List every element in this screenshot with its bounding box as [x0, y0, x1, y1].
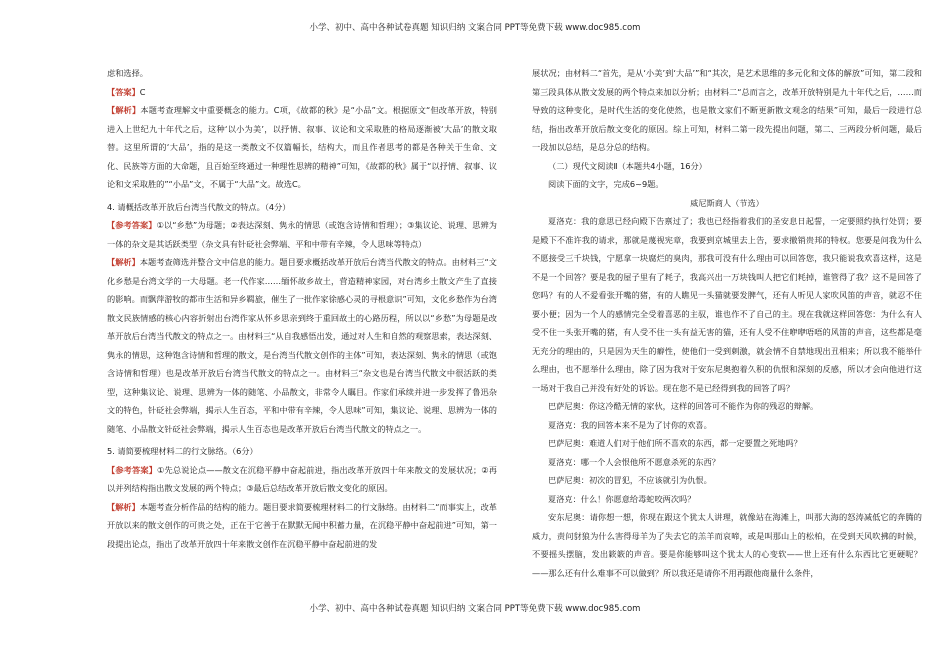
dialogue-line: 夏洛克：什么！你愿意给毒蛇咬两次吗？ [548, 493, 696, 504]
analysis-tag: 【解析】 [107, 501, 140, 512]
dialogue-line: 安东尼奥：请你想一想，你现在跟这个犹太人讲理，就像站在海滩上，叫那大海的怒涛减低它的奔腾的威力，责问豺狼为什么害得母羊为了失去它的羔羊而哀啼，或是叫那山上的松柏，在受到天风吹拂的时候，不要摇头摆脑，发出簌簌的声音。要是你能够叫这个犹太人的心变软——世上还有什么东西比它更硬呢？——那么还有什么难事不可以做到？所以我还是请你不用再跟他商量什么条件， [532, 512, 922, 578]
answer-tag: 【答案】 [107, 86, 140, 97]
reference-answer-5 [107, 461, 497, 498]
reference-answer-tag: 【参考答案】 [107, 464, 158, 475]
dialogue-line: 巴萨尼奥：初次的冒犯，不应该就引为仇恨。 [548, 475, 712, 485]
section-heading: （二）现代文阅读Ⅱ（本题共4小题，16分） [548, 160, 707, 171]
analysis-tag: 【解析】 [107, 105, 141, 115]
analysis-text: 本题考查分析作品的结构的能力。题目要求简要梳理材料二的行文脉络。由材料二“而事实上，改革开放以来的散文创作的可贵之处，正在于它善于在默默无闻中积蓄力量，在沉稳平静中奋起前进”可知，第一段提出论点，指出了改革开放四十年来散文创作在沉稳平静中奋起前进的发 [107, 501, 497, 549]
analysis-5 [107, 498, 497, 554]
dialogue-line: 巴萨尼奥：你这冷酷无情的家伙，这样的回答可不能作为你的残忍的辩解。 [548, 401, 819, 411]
page-footer: 小学、初中、高中各种试卷真题 知识归纳 文案合同 PPT等免费下载 www.doc985.com [309, 604, 641, 614]
dialogue-line: 夏洛克：我的回答本来不是为了讨你的欢喜。 [548, 419, 712, 430]
dialogue-line: 巴萨尼奥：难道人们对于他们所不喜欢的东西，都一定要置之死地吗？ [548, 438, 802, 448]
reference-answer-text: ①以“乡愁”为母题；②表达深刻、隽永的情思（或饱含诗情和哲理）；③集议论、说理、思辨为一体的杂文是其话跃类型（杂文具有针砭社会弊端、平和中带有辛辣，令人思味等特点） [107, 220, 497, 249]
dialogue-line: 夏洛克：哪一个人会恨他所不愿意杀死的东西？ [548, 456, 720, 467]
answer-text: C [139, 86, 146, 97]
analysis-text: 本题考查筛选并整合文中信息的能力。题目要求概括改革开放后台湾当代散文的特点。由材料三“文化乡愁是台湾文学的一大母题。老一代作家……缅怀故乡故土，营造精神家园，对台湾乡土散文产生了直接的影响。而飘萍游牧的都市生活和异乡羁旅，催生了一批作家徐感心灵的寻根意识”可知，文化乡愁作为台湾散文民族情感的核心内容折射出台湾作家从怀乡思亲到终于重回故土的心路历程，所以以“乡愁”为母题是改革开放后台湾当代散文的特点之一。由材料三“从自我感悟出发，通过对人生和自然的观察思索，表达深刻、隽永的情思，这种饱含诗情和哲理的散文，是台湾当代散文创作的主体”可知，表达深刻、隽永的情思（或饱含诗情和哲理）也是改革开放后台湾当代散文的特点之一。由材料三“杂文也是台湾当代散文中很活跃的类型，这种集议论、说理、思辨为一体的随笔、小品散文，非常令人瞩目。作家们承续并进一步发挥了鲁迅杂文的特色，针砭社会弊端，揭示人生百态，平和中带有辛辣，令人思味”可知，集议论、说理、思辨为一体的随笔、小品散文针砭社会弊端，揭示人生百态也是改革开放后台湾当代散文的特点之一。 [107, 257, 497, 434]
analysis-3 [107, 101, 497, 194]
passage-title: 威尼斯商人（节选） [690, 197, 764, 208]
analysis-4 [107, 253, 497, 438]
question-4: 4. 请概括改革开放后台湾当代散文的特点。（4分） [107, 201, 291, 212]
page-header: 小学、初中、高中各种试卷真题 知识归纳 文案合同 PPT等免费下载 www.doc985.com [309, 23, 641, 33]
reading-instruction: 阅读下面的文字，完成6~9题。 [548, 179, 664, 189]
analysis-continuation: 展状况；由材料二“首先，是从‘小美’到‘大品’”和“其次，是艺术思维的多元化和文体的解放”可知，第二段和第三段具体从散文发展的两个特点来加以分析；由材料二“总而言之，改革开放特别是九十年代之后，……而导致的这种变化，是时代生活的变化使然，也是散文家们不断更新散文观念的结果”可知，最后一段进行总结，指出改革开放后散文变化的原因。综上可知，材料二第一段先提出问题，第二、三两段分析问题，最后一段加以总结，是总分总的结构。 [532, 68, 922, 152]
continuation-line: 虑和选择。 [107, 68, 148, 78]
reference-answer-4 [107, 216, 497, 253]
left-column [107, 64, 497, 553]
reference-answer-text: ①先总说论点——散文在沉稳平静中奋起前进，指出改革开放四十年来散文的发展状况；②再以并列结构指出散文发展的两个特点；③最后总结改革开放后散文变化的原因。 [107, 464, 497, 493]
analysis-text: 本题考查理解文中重要概念的能力。C项，《故都的秋》是“小品”文。根据原文“但改革开放，特别进入上世纪九十年代之后，这种‘以小为美’，以抒情、叙事、议论和文采取胜的格局逐渐被‘大品’的散文取替。这里所谓的‘大品’，指的是这一类散文不仅篇幅长，结构大，而且作者思考的都是各种关于生命、文化、民族等方面的大命题，且百始至终通过一种理性思辨的精神”可知，《故都的秋》属于“以抒情、叙事、议论和文采取胜的”“小品”文，不属于“大品”文。故选C。 [107, 105, 497, 189]
reference-answer-tag: 【参考答案】 [107, 220, 157, 230]
answer-3 [107, 83, 497, 102]
right-column [532, 64, 922, 582]
dialogue-line: 夏洛克：我的意思已经向殿下告禀过了；我也已经指着我们的圣安息日起誓，一定要照约执行处罚；要是殿下不准许我的请求，那就是蔑视宪章，我要到京城里去上告，要求撤销贵邦的特权。您要是问我为什么不愿接受三千块钱，宁愿拿一块腐烂的臭肉，那我可没有什么理由可以回答您，我只能说我欢喜这样，这是不是一个回答？要是我的屋子里有了耗子，我高兴出一万块钱叫人把它们耗掉，谁管得了我？这不是回答了您吗？有的人不爱看张开嘴的猪，有的人瞧见一头猫就要发脾气，还有人听见人家吹风笛的声音，就忍不住要小便；因为一个人的感情完全受着喜恶的主驭，谁也作不了自己的主。现在我就这样回答您：为什么有人受不住一头张开嘴的猪，有人受不住一头有益无害的猫，还有人受不住咿咿唔唔的风笛的声音，这些都是毫无充分的理由的，只是因为天生的癖性，使他们一受到刺激，就会情不自禁地现出丑相来；所以我不能举什么理由，也不愿举什么理由，除了因为我对于安东尼奥抱着久积的仇恨和深刻的反感，所以才会向他进行这一场对于我自己并没有好处的诉讼。现在您不是已经得到我的回答了吗？ [532, 216, 922, 393]
analysis-tag: 【解析】 [107, 257, 140, 267]
question-5: 5. 请简要梳理材料二的行文脉络。（6分） [107, 446, 258, 456]
